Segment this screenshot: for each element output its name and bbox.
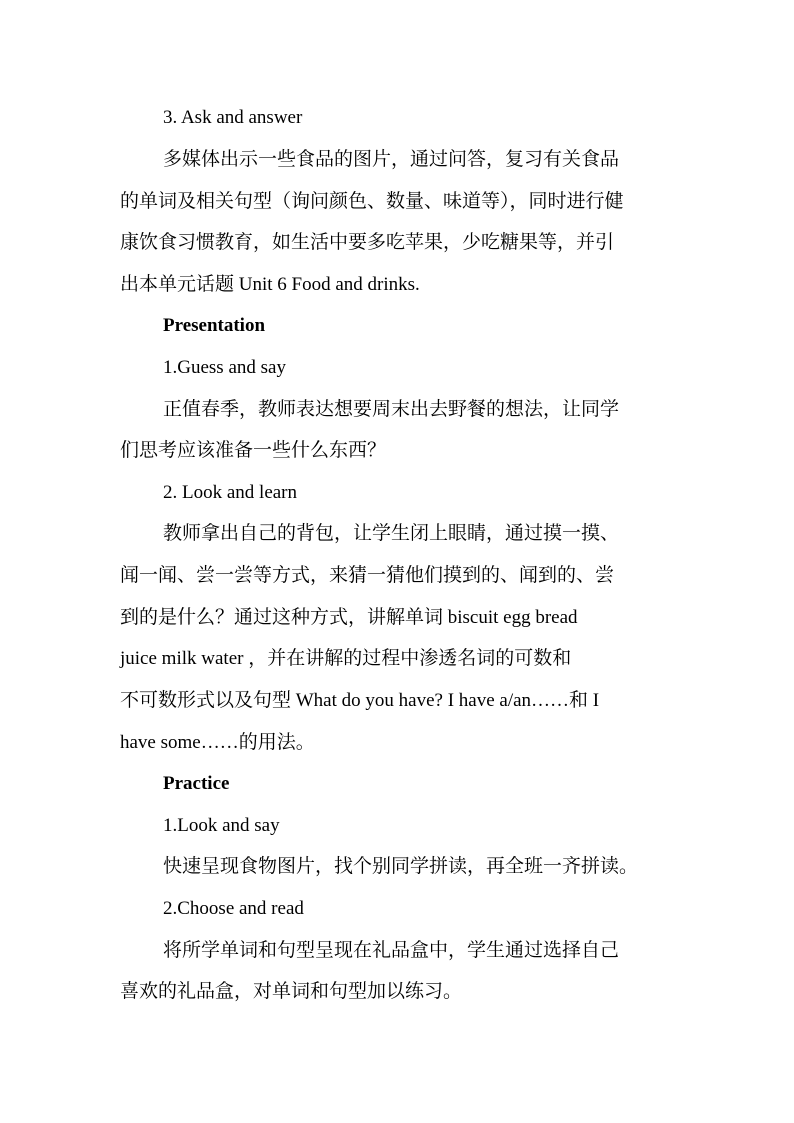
paragraph-line: 出本单元话题 Unit 6 Food and drinks. <box>120 274 420 295</box>
paragraph-line: juice milk water ，并在讲解的过程中渗透名词的可数和 <box>120 648 572 669</box>
stage-title-presentation: Presentation <box>163 315 266 336</box>
paragraph-line: 康饮食习惯教育，如生活中要多吃苹果，少吃糖果等，并引 <box>120 232 615 253</box>
paragraph-line: 不可数形式以及句型 What do you have? I have a/an……和 I <box>120 690 600 711</box>
section-heading: 1.Guess and say <box>163 357 286 378</box>
paragraph-line: 多媒体出示一些食品的图片，通过问答，复习有关食品 <box>163 149 620 170</box>
paragraph-line: 将所学单词和句型呈现在礼品盒中，学生通过选择自己 <box>163 940 620 961</box>
paragraph-line: have some……的用法。 <box>120 732 315 753</box>
paragraph-line: 到的是什么？通过这种方式，讲解单词 biscuit egg bread <box>120 607 578 628</box>
paragraph-line: 教师拿出自己的背包，让学生闭上眼睛，通过摸一摸、 <box>163 523 620 544</box>
paragraph-line: 喜欢的礼品盒，对单词和句型加以练习。 <box>120 981 463 1002</box>
section-heading: 2.Choose and read <box>163 898 304 919</box>
paragraph-line: 闻一闻、尝一尝等方式，来猜一猜他们摸到的、闻到的、尝 <box>120 565 615 586</box>
section-heading: 3. Ask and answer <box>163 107 303 128</box>
section-heading: 2. Look and learn <box>163 482 298 503</box>
paragraph-line: 快速呈现食物图片，找个别同学拼读，再全班一齐拼读。 <box>163 856 639 877</box>
section-heading: 1.Look and say <box>163 815 280 836</box>
paragraph-line: 们思考应该准备一些什么东西？ <box>120 440 387 461</box>
paragraph-line: 的单词及相关句型（询问颜色、数量、味道等），同时进行健 <box>120 191 624 212</box>
stage-title-practice: Practice <box>163 773 230 794</box>
paragraph-line: 正值春季，教师表达想要周末出去野餐的想法，让同学 <box>163 399 620 420</box>
